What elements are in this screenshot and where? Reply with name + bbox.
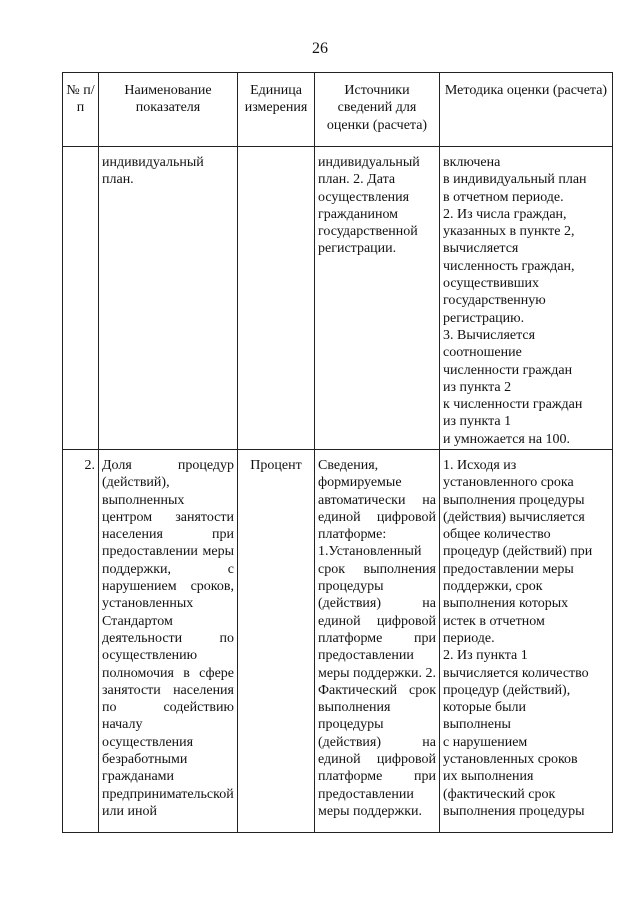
method-line: установленного срока bbox=[443, 475, 574, 491]
method-line: их выполнения bbox=[443, 769, 534, 785]
method-line: периоде. bbox=[443, 630, 495, 646]
table-header-row bbox=[63, 73, 613, 147]
method-line: выполнения которых bbox=[443, 596, 569, 612]
table-row bbox=[63, 450, 613, 833]
row-indicator-name: индивидуальный план. bbox=[99, 147, 238, 450]
method-line: в отчетном периоде. bbox=[443, 189, 564, 205]
header-indicator-name: Наименование показателя bbox=[99, 73, 238, 147]
method-line: выполнения процедуры bbox=[443, 492, 585, 508]
method-line: включена bbox=[443, 155, 501, 170]
header-num: № п/п bbox=[63, 73, 99, 147]
method-line: в индивидуальный план bbox=[443, 172, 587, 188]
row-method bbox=[440, 147, 613, 450]
method-line: регистрацию. bbox=[443, 310, 525, 326]
method-line: поддержки, срок bbox=[443, 579, 543, 595]
method-line: численность граждан, bbox=[443, 258, 575, 274]
method-line: соотношение bbox=[443, 345, 522, 361]
row-num bbox=[63, 147, 99, 450]
row-sources: индивидуальный план. 2. Дата осуществления гражданином государственной регистрации. bbox=[315, 147, 440, 450]
method-line: процедур (действий) при bbox=[443, 544, 593, 560]
method-line: предоставлении меры bbox=[443, 561, 574, 577]
method-line: 2. Из пункта 1 bbox=[443, 648, 528, 664]
method-line: с нарушением bbox=[443, 734, 528, 750]
method-line: численности граждан bbox=[443, 362, 573, 378]
method-line: выполнения процедуры bbox=[443, 803, 585, 819]
method-line: (фактический срок bbox=[443, 786, 556, 802]
method-line: осуществивших bbox=[443, 276, 540, 292]
row-method bbox=[440, 450, 613, 833]
method-line: вычисляется количество bbox=[443, 665, 589, 681]
method-line: общее количество bbox=[443, 527, 551, 543]
header-sources: Источники сведений для оценки (расчета) bbox=[315, 73, 440, 147]
method-line: из пункта 2 bbox=[443, 379, 512, 395]
method-line: к численности граждан bbox=[443, 397, 583, 413]
method-line: вычисляется bbox=[443, 241, 519, 257]
method-line: истек в отчетном bbox=[443, 613, 545, 629]
method-line: выполнены bbox=[443, 717, 511, 733]
header-method: Методика оценки (расчета) bbox=[440, 73, 613, 147]
method-line: указанных в пункте 2, bbox=[443, 224, 575, 240]
method-line: 2. Из числа граждан, bbox=[443, 206, 567, 222]
method-line: которые были bbox=[443, 700, 526, 716]
method-line: и умножается на 100. bbox=[443, 431, 571, 447]
row-sources: Сведения, формируемые автоматически на единой цифровой платформе: 1.Установленный срок выполнения процедуры (действия) на единой цифровой платформе при предоставлении меры поддержки. 2. Фактический срок выполнения процедуры (действия) на единой цифровой платформе при предоставлении меры поддержки. bbox=[315, 450, 440, 833]
method-line: из пункта 1 bbox=[443, 414, 512, 430]
indicator-table bbox=[62, 72, 613, 833]
method-line: 1. Исходя из bbox=[443, 458, 517, 473]
method-line: процедур (действий), bbox=[443, 682, 571, 698]
method-line: 3. Вычисляется bbox=[443, 327, 536, 343]
row-unit: Процент bbox=[238, 450, 315, 833]
row-num: 2. bbox=[63, 450, 99, 833]
page-number: 26 bbox=[312, 40, 328, 57]
header-unit: Единица измерения bbox=[238, 73, 315, 147]
method-line: (действия) вычисляется bbox=[443, 509, 585, 525]
method-line: государственную bbox=[443, 293, 546, 309]
row-unit bbox=[238, 147, 315, 450]
row-indicator-name: Доля процедур (действий), выполненных центром занятости населения при предоставлении меры поддержки, с нарушением сроков, установленных Стандартом деятельности по осуществлению полномочия в сфере занятости населения по содействию началу осуществления безработными гражданами предпринимательской или иной bbox=[99, 450, 238, 833]
method-line: установленных сроков bbox=[443, 752, 578, 768]
table-row bbox=[63, 147, 613, 450]
